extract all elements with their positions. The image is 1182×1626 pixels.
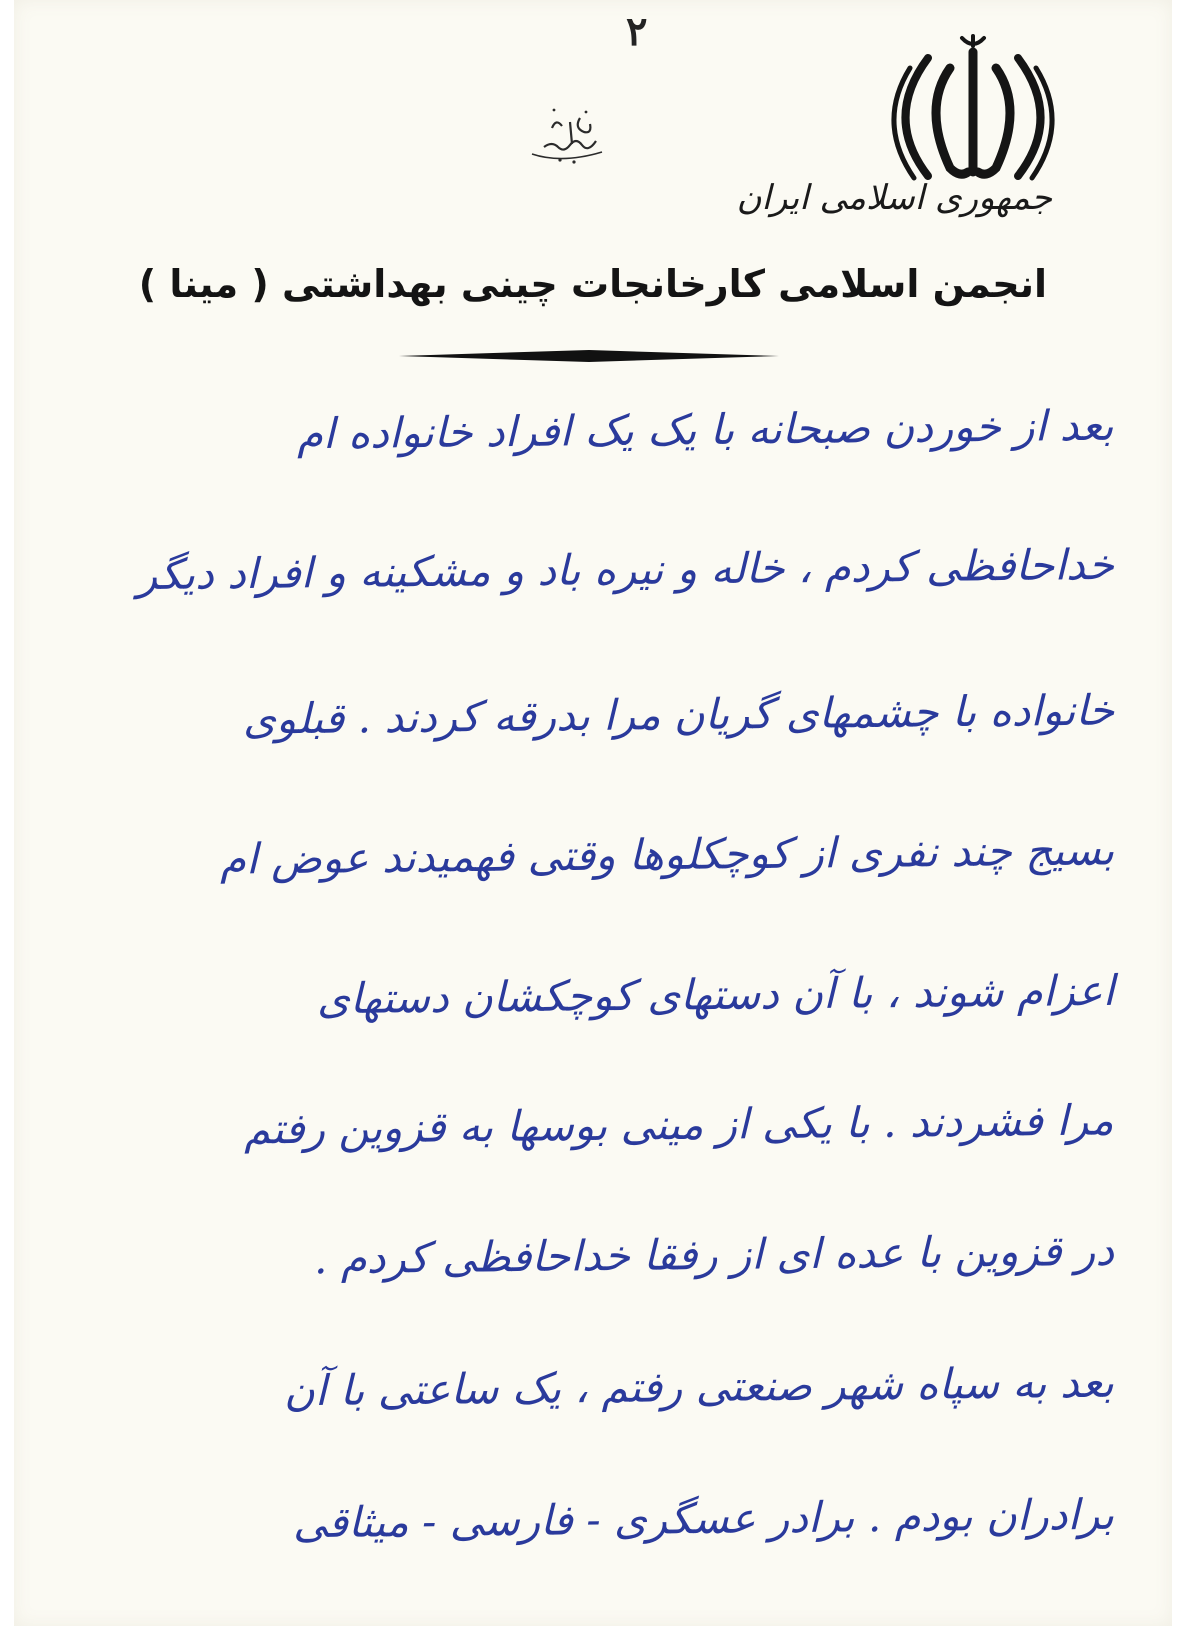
handwritten-line: بعد از خوردن صبحانه با یک یک افراد خانواده ام bbox=[297, 400, 1115, 459]
page-number: ۲ bbox=[626, 8, 648, 55]
header-divider bbox=[399, 348, 779, 364]
handwritten-line: برادران بودم . برادر عسگری - فارسی - میثاقی bbox=[292, 1489, 1115, 1548]
handwritten-line: خانواده با چشمهای گریان مرا بدرقه کردند . قبلوی bbox=[242, 685, 1115, 744]
handwritten-line: بعد به سپاه شهر صنعتی رفتم ، یک ساعتی با آن bbox=[283, 1357, 1115, 1416]
handwritten-line: بسیج چند نفری از کوچکلوها وقتی فهمیدند عوض ام bbox=[219, 825, 1115, 884]
letter-page bbox=[14, 0, 1172, 1626]
handwritten-line: مرا فشردند . با یکی از مینی بوسها به قزوین رفتم bbox=[244, 1095, 1115, 1154]
iran-emblem-icon bbox=[888, 28, 1058, 184]
republic-name: جمهوری اسلامی ایران bbox=[736, 178, 1052, 218]
bismillah-calligraphy bbox=[514, 92, 624, 172]
handwritten-line: در قزوین با عده ای از رفقا خداحافظی کردم . bbox=[313, 1225, 1115, 1284]
organization-title: انجمن اسلامی کارخانجات چینی بهداشتی ( مینا ) bbox=[138, 262, 1047, 306]
handwritten-line: اعزام شوند ، با آن دستهای کوچکشان دستهای bbox=[316, 965, 1115, 1024]
handwritten-line: خداحافظی کردم ، خاله و نیره باد و مشکینه و افراد دیگر bbox=[136, 539, 1115, 600]
